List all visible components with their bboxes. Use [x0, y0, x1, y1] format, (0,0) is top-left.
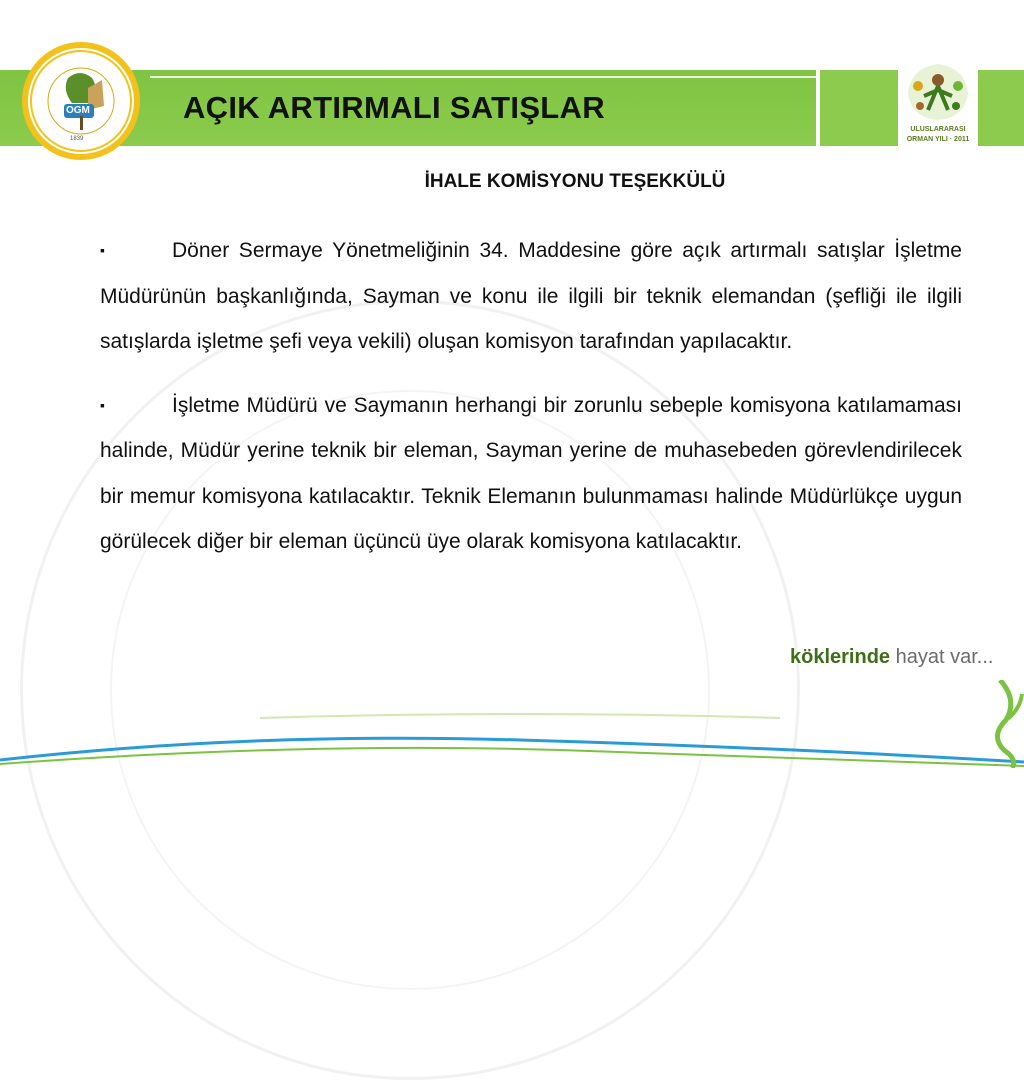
- ogm-logo-abbr: OGM: [66, 105, 90, 116]
- paragraph-1: [100, 228, 962, 365]
- ogm-logo: [22, 42, 140, 160]
- paragraph-text: Döner Sermaye Yönetmeliğinin 34. Maddesine göre açık artırmalı satışlar İşletme Müdürünün başkanlığında, Sayman ve konu ile ilgili bir teknik elemandan (şefliği ile ilgili satışlarda işletme şefi veya vekili) oluşan komisyon tarafından yapılacaktır.: [100, 239, 962, 353]
- header-band-stripe: [150, 76, 816, 78]
- international-forest-year-logo: [898, 60, 978, 150]
- forest-year-line1: ULUSLARARASI: [910, 126, 966, 133]
- bullet-icon: ▪: [100, 396, 105, 413]
- bottom-wave-decoration: [0, 680, 1024, 768]
- slide-content: [100, 228, 962, 583]
- slide-subtitle: İHALE KOMİSYONU TEŞEKKÜLÜ: [424, 171, 726, 192]
- slide-title: AÇIK ARTIRMALI SATIŞLAR: [183, 90, 605, 125]
- slogan-bold: köklerinde: [790, 646, 891, 668]
- slogan: [790, 646, 993, 669]
- bullet-icon: ▪: [100, 242, 105, 258]
- forest-year-emblem: [898, 60, 978, 124]
- slogan-rest: hayat var...: [895, 646, 994, 668]
- ogm-logo-year: 1839: [70, 136, 84, 142]
- forest-year-line2: ORMAN YILI · 2011: [906, 136, 970, 143]
- paragraph-text: İşletme Müdürü ve Saymanın herhangi bir zorunlu sebeple komisyona katılamaması halinde, Müdür yerine teknik bir eleman, Sayman yerine de muhasebeden görevlendirilecek bir memur komisyona katılacaktır. Teknik Elemanın bulunmaması halinde Müdürlükçe uygun görülecek diğer bir eleman üçüncü üye olarak komisyona katılacaktır.: [100, 393, 962, 553]
- paragraph-2: [100, 383, 962, 565]
